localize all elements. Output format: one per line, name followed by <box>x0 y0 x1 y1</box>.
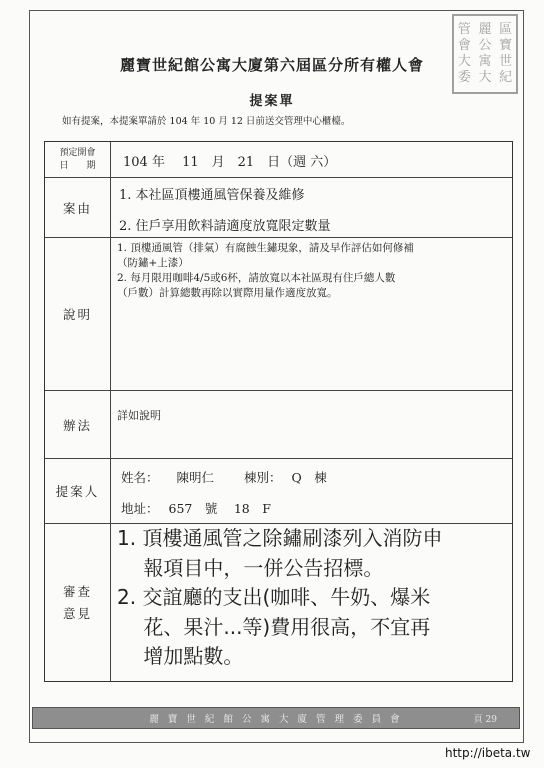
review-line: 1. 頂樓通風管之除鏽刷漆列入消防申 <box>117 526 443 550</box>
name-label: 姓名： <box>121 470 159 485</box>
document-subtitle: 提案單 <box>249 94 295 109</box>
review-field <box>111 524 512 681</box>
method-value: 詳如說明 <box>117 409 161 422</box>
review-line: 花、果汁...等)費用很高，不宜再 <box>117 614 431 639</box>
reason-item: 1. 本社區頂樓通風管保養及維修 <box>119 188 305 203</box>
page-number: 頁 29 <box>473 714 497 725</box>
proposer-address: 657 號 18 F <box>168 501 271 516</box>
review-line: 報項目中，一併公告招標。 <box>117 555 384 580</box>
method-label: 辦法 <box>45 391 111 458</box>
proposer-field <box>111 459 512 523</box>
review-label: 審查 意見 <box>45 524 111 681</box>
seal-stamp: 管 麗 區 會 公 寶 大 寓 世 委 大 紀 <box>452 14 518 94</box>
meeting-date: 104 年 11 月 21 日（週 六） <box>123 155 337 170</box>
proposer-address-line <box>121 499 271 517</box>
review-line: 2. 交誼廳的支出(咖啡、牛奶、爆米 <box>117 585 431 609</box>
review-row <box>45 524 512 681</box>
building-label: 棟別： <box>244 470 282 485</box>
description-field <box>111 238 512 390</box>
proposer-name: 陳明仁 <box>176 470 215 485</box>
proposer-label: 提案人 <box>45 459 111 523</box>
description-line: （戶數）計算總數再除以實際用量作適度放寬。 <box>117 287 338 299</box>
description-line: 1. 頂樓通風管（排氣）有腐蝕生鏽現象，請及早作評估如何修補 <box>117 242 414 254</box>
reason-row <box>45 178 512 238</box>
description-row <box>45 238 512 391</box>
review-line: 增加點數。 <box>117 644 244 668</box>
address-label: 地址： <box>121 501 159 516</box>
date-row <box>45 142 512 178</box>
description-line: 2. 每月限用咖啡4/5或6杯，請放寬以本社區現有住戶總人數 <box>117 272 396 284</box>
date-field <box>111 142 512 177</box>
proposer-row <box>45 459 512 524</box>
footer-bar <box>32 707 520 729</box>
reason-field <box>111 178 512 237</box>
document-title: 麗寶世紀館公寓大廈第六屆區分所有權人會 <box>119 56 424 74</box>
description-label: 說明 <box>45 238 111 390</box>
description-line: （防鏽+上漆） <box>117 257 189 269</box>
proposer-name-line <box>121 468 327 486</box>
submission-notice: 如有提案，本提案單請於 104 年 10 月 12 日前送交管理中心櫃檯。 <box>62 116 351 127</box>
method-row <box>45 391 512 459</box>
date-label: 預定開會 日 期 <box>45 142 111 177</box>
committee-name: 麗 寶 世 紀 館 公 寓 大 廈 管 理 委 員 會 <box>149 714 403 725</box>
proposer-building: Q 棟 <box>291 470 327 485</box>
reason-label: 案由 <box>45 178 111 237</box>
site-watermark: http://ibeta.tw <box>445 746 531 760</box>
method-field <box>111 391 512 458</box>
proposal-form <box>44 141 513 682</box>
reason-item: 2. 住戶享用飲料請適度放寬限定數量 <box>119 219 331 234</box>
